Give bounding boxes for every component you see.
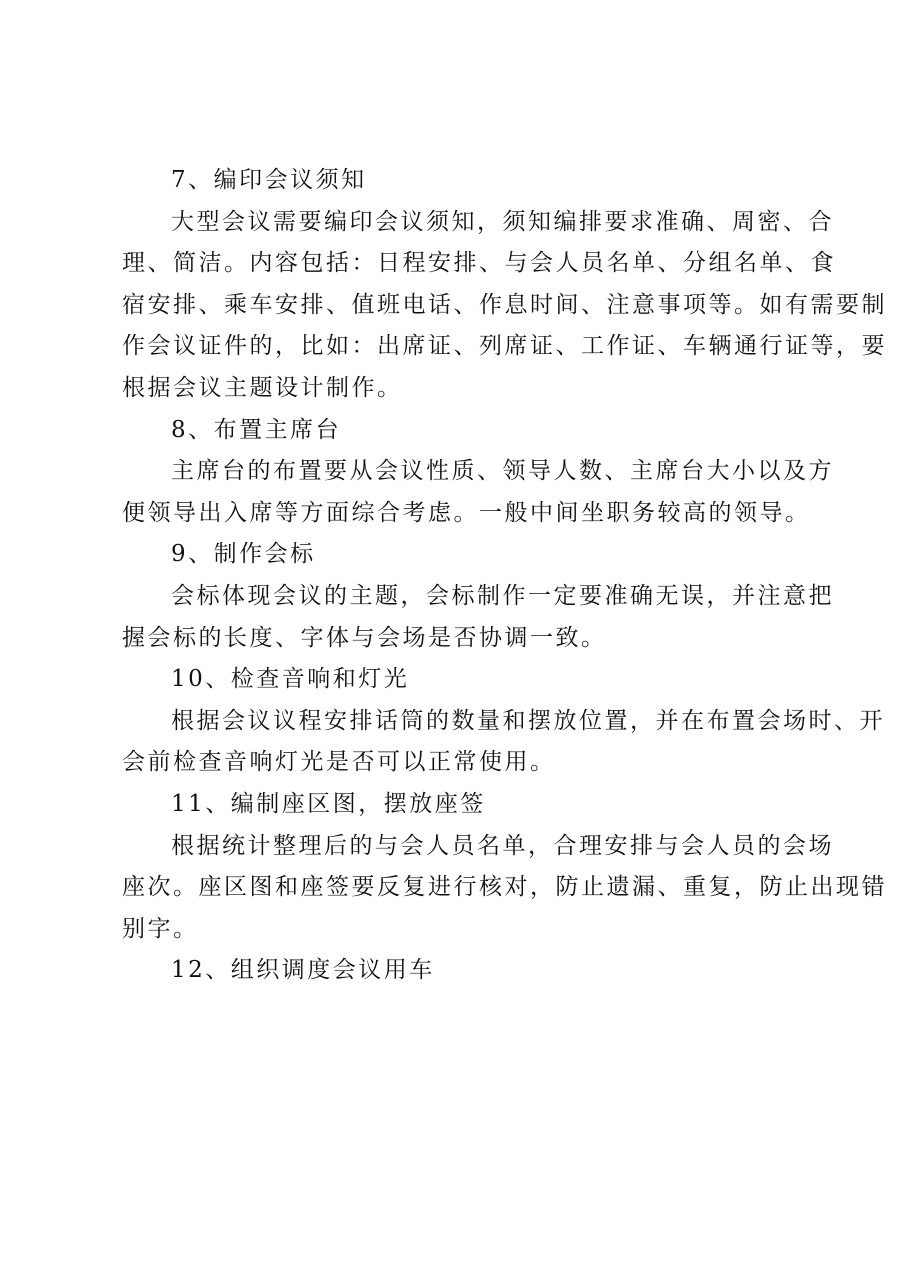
paragraph-line: 会标体现会议的主题，会标制作一定要准确无误，并注意把 <box>171 582 834 609</box>
paragraph-line: 便领导出入席等方面综合考虑。一般中间坐职务较高的领导。 <box>122 499 811 526</box>
paragraph-line: 理、简洁。内容包括：日程安排、与会人员名单、分组名单、食 <box>122 250 836 277</box>
document-body <box>122 160 887 992</box>
section-heading-10: 10、检查音响和灯光 <box>171 666 410 693</box>
paragraph-line: 根据会议主题设计制作。 <box>122 374 403 401</box>
paragraph-line: 根据统计整理后的与会人员名单，合理安排与会人员的会场 <box>171 832 834 859</box>
paragraph-line: 宿安排、乘车安排、值班电话、作息时间、注意事项等。如有需要制 <box>122 291 887 318</box>
section-heading-8: 8、布置主席台 <box>171 416 342 443</box>
paragraph-line: 座次。座区图和座签要反复进行核对，防止遗漏、重复，防止出现错 <box>122 874 887 901</box>
section-heading-7: 7、编印会议须知 <box>171 167 367 193</box>
paragraph-line: 大型会议需要编印会议须知，须知编排要求准确、周密、合 <box>171 208 834 235</box>
paragraph-line: 作会议证件的，比如：出席证、列席证、工作证、车辆通行证等，要 <box>122 333 887 360</box>
paragraph-line: 别字。 <box>122 915 199 942</box>
section-heading-9: 9、制作会标 <box>171 541 316 568</box>
paragraph-line: 主席台的布置要从会议性质、领导人数、主席台大小以及方 <box>171 458 834 485</box>
section-heading-12: 12、组织调度会议用车 <box>171 957 435 984</box>
paragraph-line: 根据会议议程安排话筒的数量和摆放位置，并在布置会场时、开 <box>171 707 885 734</box>
paragraph-line: 会前检查音响灯光是否可以正常使用。 <box>122 749 556 776</box>
section-heading-11: 11、编制座区图，摆放座签 <box>171 790 486 817</box>
paragraph-line: 握会标的长度、字体与会场是否协调一致。 <box>122 624 607 651</box>
